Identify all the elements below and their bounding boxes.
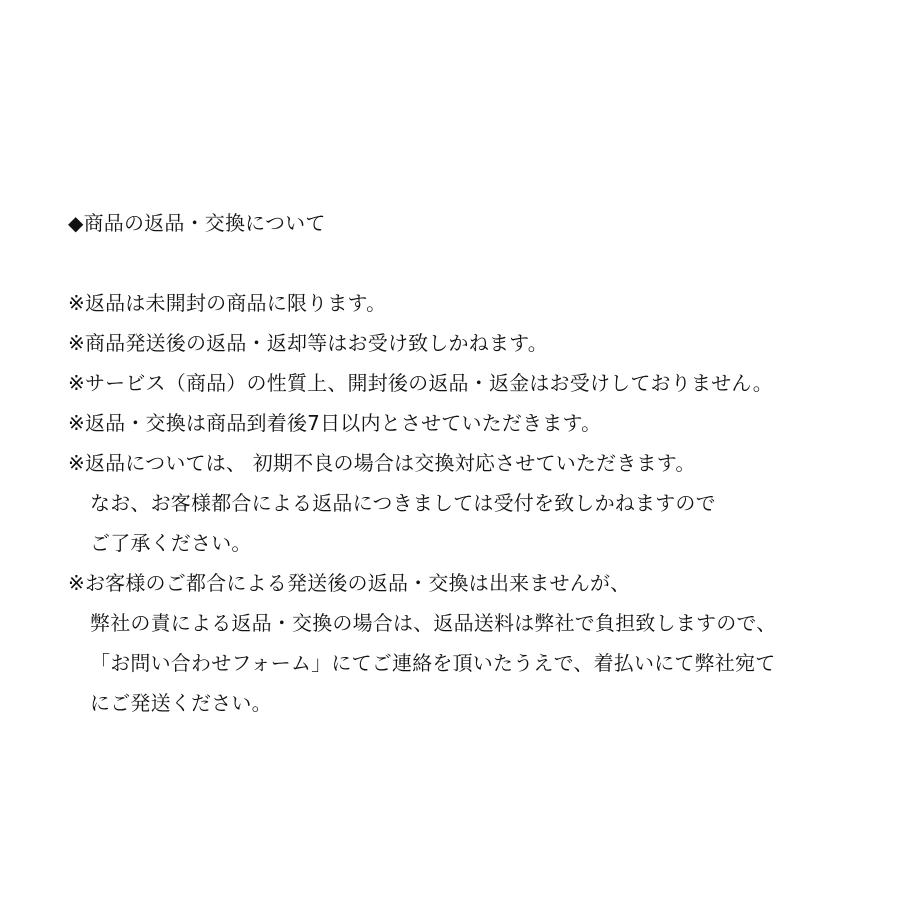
- notice-line: ※返品・交換は商品到着後7日以内とさせていただきます。: [68, 411, 602, 435]
- notice-line: ※返品は未開封の商品に限ります。: [68, 291, 387, 315]
- notice-line-continued: 弊社の責による返品・交換の場合は、返品送料は弊社で負担致しますので、: [90, 611, 777, 635]
- return-exchange-notice: [68, 203, 888, 723]
- notice-line: ※お客様のご都合による発送後の返品・交換は出来ませんが、: [68, 571, 631, 595]
- blank-line: [68, 243, 888, 283]
- notice-line-continued: にご発送ください。: [90, 691, 272, 715]
- notice-line: ※返品については、 初期不良の場合は交換対応させていただきます。: [68, 451, 696, 475]
- notice-line-continued: なお、お客様都合による返品につきましては受付を致しかねますので: [90, 491, 716, 515]
- notice-line-continued: 「お問い合わせフォーム」にてご連絡を頂いたうえで、着払いにて弊社宛て: [90, 651, 776, 675]
- notice-line: ※商品発送後の返品・返却等はお受け致しかねます。: [68, 331, 548, 355]
- notice-line: ※サービス（商品）の性質上、開封後の返品・返金はお受けしておりません。: [68, 371, 773, 395]
- notice-heading: ◆商品の返品・交換について: [68, 211, 326, 235]
- notice-line-continued: ご了承ください。: [90, 531, 252, 555]
